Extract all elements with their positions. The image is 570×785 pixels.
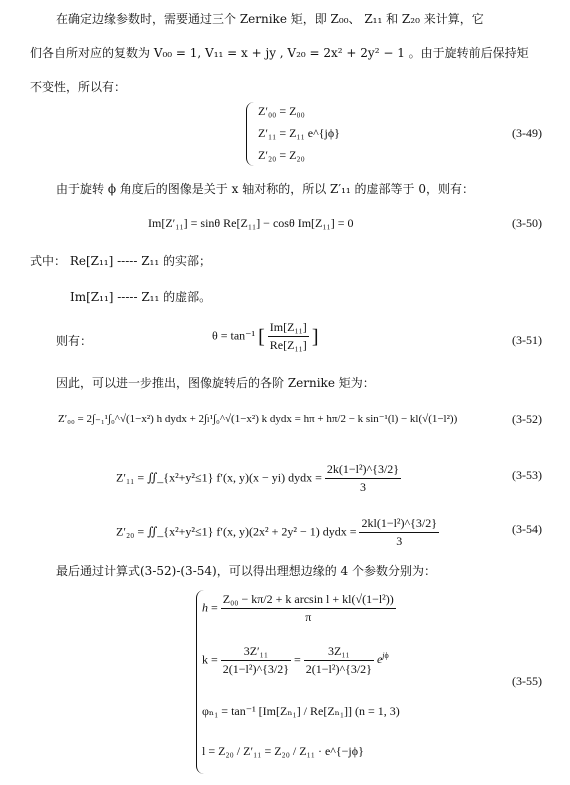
eq-number-3-49: (3-49) [512, 126, 542, 140]
eq-number-3-52: (3-52) [512, 412, 542, 426]
eq-3-51-numerator: Im[Z₁₁] [268, 320, 309, 337]
eq-3-55-k-den2: 2(1−l²)^{3/2} [305, 662, 372, 676]
eq-3-52: Z′₀₀ = 2∫₋₁¹∫₀^√(1−x²) h dydx + 2∫ₗ¹∫₀^√(1−x²) k dydx = hπ + hπ/2 − k sin⁻¹(l) − kl(√(1−l²)) [58, 413, 458, 425]
eq-3-53 [116, 462, 401, 495]
eq-3-51-lhs: θ = tan⁻¹ [212, 328, 256, 343]
text-where-imag: Im[Z₁₁] ----- Z₁₁ 的虚部。 [70, 290, 212, 304]
eq-number-3-51: (3-51) [512, 333, 542, 347]
eq-3-54-denominator: 3 [396, 534, 403, 548]
eq-3-54 [116, 516, 439, 549]
bracket-right: ] [311, 325, 319, 348]
paragraph-where [30, 250, 550, 272]
eq-3-53-denominator: 3 [359, 480, 366, 494]
eq-3-55-k-fraction2 [304, 644, 374, 677]
eq-3-54-numerator: 2kl(1−l²)^{3/2} [359, 516, 439, 533]
eq-3-49-row3: Z′₂₀ = Z₂₀ [258, 148, 305, 162]
eq-3-53-numerator: 2k(1−l²)^{3/2} [325, 462, 401, 479]
eq-number-3-54: (3-54) [512, 522, 542, 536]
eq-3-55-h-lhs: h = [202, 600, 218, 615]
eq-3-51 [212, 320, 318, 353]
eq-3-55-h-numerator: Z₀₀ − kπ/2 + k arcsin l + kl(√(1−l²)) [221, 592, 396, 609]
text-rotation: 由于旋转 ϕ 角度后的图像是关于 x 轴对称的，所以 Z′₁₁ 的虚部等于 0，则有： [56, 182, 474, 196]
paragraph-derive [30, 372, 550, 394]
eq-3-55-phi: φₙ₁ = tan⁻¹ [Im[Zₙ₁] / Re[Zₙ₁]] (n = 1, 3) [202, 704, 400, 718]
eq-number-3-53: (3-53) [512, 468, 542, 482]
eq-3-55-k-fraction1 [221, 644, 291, 677]
eq-3-50: Im[Z′₁₁] = sinθ Re[Z₁₁] − cosθ Im[Z₁₁] = 0 [148, 216, 354, 230]
paragraph-rotation [30, 178, 550, 200]
eq-3-55-k-exp: $e^{j\phi}$ [376, 651, 389, 667]
text-where-real: Re[Z₁₁] ----- Z₁₁ 的实部； [69, 254, 211, 268]
text-final: 最后通过计算式(3-52)-(3-54)，可以得出理想边缘的 4 个参数分别为： [56, 564, 436, 578]
eq-3-55-h [202, 592, 396, 625]
text-intro-1: 在确定边缘参数时，需要通过三个 Zernike 矩，即 Z₀₀、 Z₁₁ 和 Z₂₀ 来计算，它 [56, 12, 484, 26]
eq-3-53-fraction [325, 462, 401, 495]
text-where-label: 式中： [30, 254, 67, 268]
eq-3-55-k-den1: 2(1−l²)^{3/2} [222, 662, 289, 676]
paragraph-intro-line3 [30, 76, 550, 98]
paragraph-intro-line2 [30, 42, 550, 64]
eq-3-55-h-denominator: π [305, 610, 312, 624]
eq-3-51-denominator: Re[Z₁₁] [269, 338, 307, 352]
eq-number-3-55: (3-55) [512, 674, 542, 688]
eq-3-55-h-fraction [221, 592, 396, 625]
paragraph-intro-line1 [30, 8, 550, 30]
eq-3-54-lhs: Z′₂₀ = ∬_{x²+y²≤1} f′(x, y)(2x² + 2y² − 1) dydx = [116, 524, 357, 539]
text-intro-3: 不变性，所以有： [30, 80, 127, 94]
text-then: 则有： [56, 334, 93, 348]
eq-3-55-k [202, 644, 389, 677]
eq-3-51-fraction [268, 320, 309, 353]
paragraph-where-imag [70, 286, 550, 308]
eq-3-49-row1: Z′₀₀ = Z₀₀ [258, 104, 305, 118]
eq-3-49-row2: Z′₁₁ = Z₁₁ e^{jϕ} [258, 126, 340, 140]
eq-3-54-fraction [359, 516, 439, 549]
text-derive: 因此，可以进一步推出，图像旋转后的各阶 Zernike 矩为： [56, 376, 375, 390]
eq-3-53-lhs: Z′₁₁ = ∬_{x²+y²≤1} f′(x, y)(x − yi) dydx = [116, 470, 322, 485]
paragraph-final [30, 560, 550, 582]
brace-3-49 [246, 102, 257, 166]
eq-3-55-k-lhs: k = [202, 652, 218, 667]
eq-3-55-l: l = Z₂₀ / Z′₁₁ = Z₂₀ / Z₁₁ · e^{−jϕ} [202, 744, 364, 758]
eq-3-55-k-num1: 3Z′₁₁ [221, 644, 291, 661]
bracket-left: [ [258, 325, 265, 348]
eq-3-55-k-equals: = [293, 652, 301, 667]
eq-3-55-k-num2: 3Z₁₁ [304, 644, 374, 661]
eq-number-3-50: (3-50) [512, 216, 542, 230]
text-intro-2: 们各自所对应的复数为 V₀₀ = 1, V₁₁ = x + jy , V₂₀ = 2x² + 2y² − 1 。由于旋转前后保持矩 [30, 46, 529, 60]
